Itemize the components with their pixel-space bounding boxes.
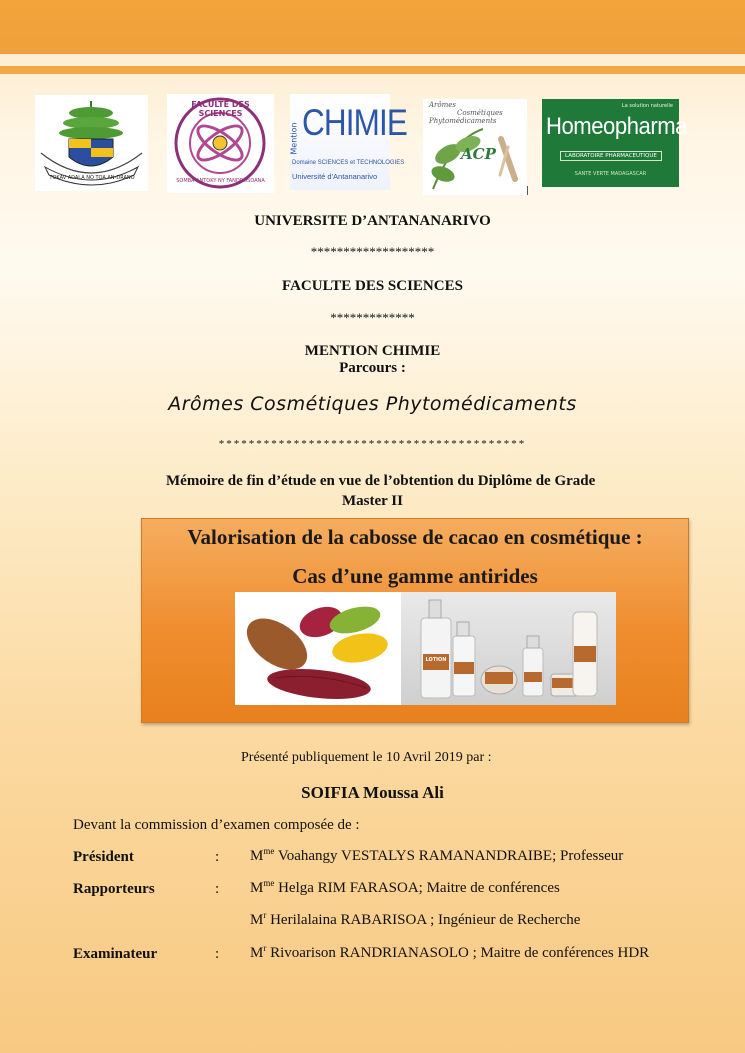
thesis-title-line-1: Valorisation de la cabosse de cacao en cosmétique : [187, 525, 643, 549]
parcours-label: Parcours : [339, 360, 406, 376]
author-name: SOIFIA Moussa Ali [301, 783, 444, 802]
cocoa-pods-image [235, 592, 401, 705]
jury-colon-2: : [215, 881, 220, 897]
chimie-side-label: Mention [289, 122, 299, 155]
top-orange-stripe [0, 66, 745, 74]
separator-3: ***************************************** [218, 438, 527, 450]
parcours-name: Arômes Cosmétiques Phytomédicaments [168, 393, 577, 415]
acp-logo [423, 99, 527, 195]
homeopharma-foot: SANTE VERTE MADAGASCAR [574, 171, 647, 177]
university-logo [35, 95, 148, 191]
mention-name: MENTION CHIMIE [304, 343, 441, 359]
cosmetic-products-image [401, 592, 616, 705]
product-label: LOTION [425, 657, 447, 663]
memoire-line-2: Master II [342, 493, 403, 509]
separator-1: ******************* [310, 244, 435, 259]
jury-colon-3: : [215, 946, 220, 962]
faculte-sciences-logo [167, 94, 274, 193]
top-orange-band [0, 0, 745, 54]
homeopharma-sub: LABORATOIRE PHARMACEUTIQUE [560, 151, 662, 161]
commission-line: Devant la commission d’examen composée de : [73, 817, 360, 833]
homeopharma-logo [542, 99, 687, 187]
jury-role-rapporteurs: Rapporteurs [73, 881, 155, 897]
acp-initials: ACP [461, 145, 496, 163]
memoire-line-1: Mémoire de fin d’étude en vue de l’obtention du Diplôme de Grade [166, 473, 596, 489]
faculty-name: FACULTE DES SCIENCES [282, 278, 463, 294]
jury-member-1: $M^{me}$ Voahangy VESTALYS RAMANANDRAIBE; Professeur [250, 846, 624, 864]
university-name: UNIVERSITE D’ANTANANARIVO [254, 213, 491, 229]
separator-2: ************* [330, 310, 415, 325]
jury-colon-1: : [215, 849, 220, 865]
jury-member-4: $M^r$ Rivoarison RANDRIANASOLO ; Maitre de conférences HDR [250, 943, 650, 961]
acp-line1: Arômes [429, 101, 456, 109]
chimie-line2: Université d'Antananarivo [292, 172, 378, 181]
acp-line3: Phytomédicaments [429, 117, 497, 125]
thesis-title-box [141, 518, 689, 723]
university-motto: TOKAV ADALA NO TOA AN-DRANO [49, 175, 135, 181]
jury-member-3: $M^r$ Herilalaina RABARISOA ; Ingénieur de Recherche [250, 910, 581, 928]
acp-mark [527, 186, 528, 195]
thesis-title-line-2: Cas d’une gamme antirides [292, 564, 538, 588]
jury-member-2: $M^{me}$ Helga RIM FARASOA; Maitre de conférences [250, 878, 560, 896]
homeopharma-tagline: La solution naturelle [621, 103, 673, 109]
chimie-logo [289, 94, 407, 190]
faculte-ring-text: FACULTE DES SCIENCES [191, 100, 250, 118]
acp-line2: Cosmétiques [457, 109, 503, 117]
jury-role-examinateur: Examinateur [73, 946, 158, 962]
jury-role-president: Président [73, 849, 134, 865]
presented-line: Présenté publiquement le 10 Avril 2019 par : [241, 750, 492, 765]
homeopharma-name: Homeopharma [546, 113, 687, 140]
chimie-title: CHIMIE [302, 102, 407, 143]
chimie-line1: Domaine SCIENCES et TECHNOLOGIES [292, 160, 405, 166]
faculte-bottom-text: SOMBA ANTOKY NY FANDROSOANA [176, 178, 265, 184]
